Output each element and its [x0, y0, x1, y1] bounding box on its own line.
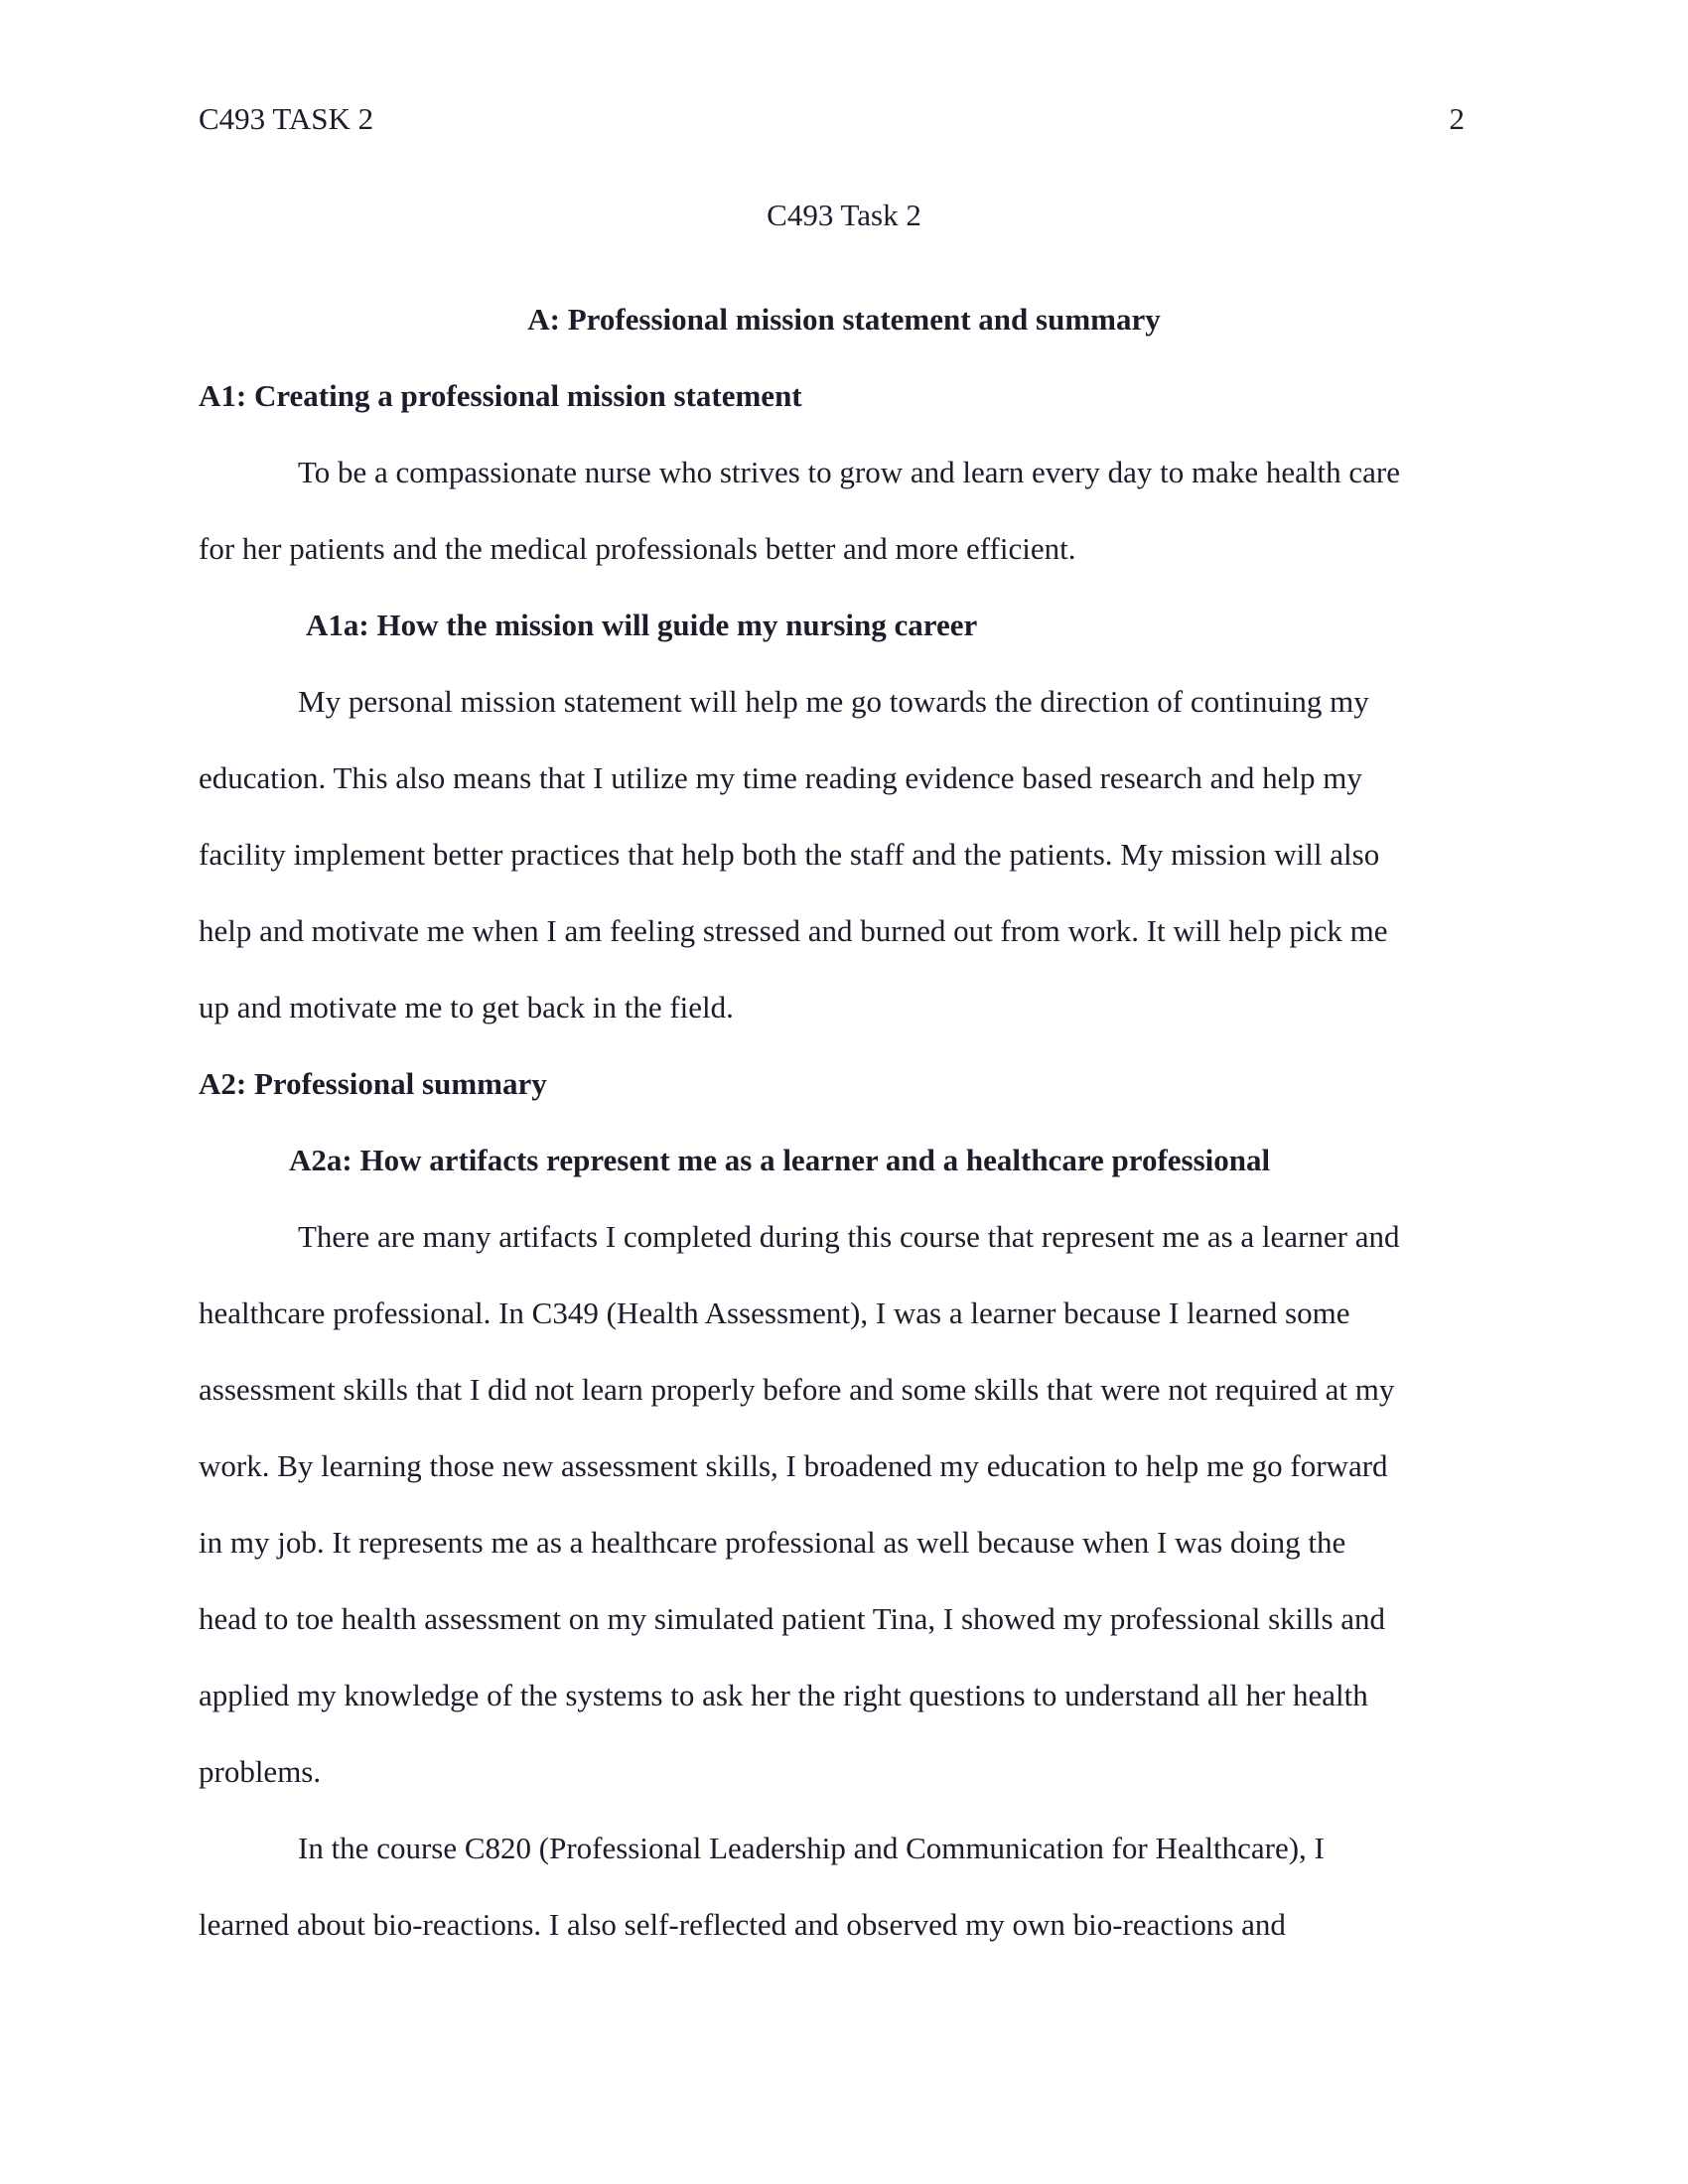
paragraph-line: To be a compassionate nurse who strives to grow and learn every day to make health care	[298, 455, 1400, 489]
paragraph-line: In the course C820 (Professional Leadership and Communication for Healthcare), I	[298, 1831, 1325, 1865]
paragraph-line: assessment skills that I did not learn properly before and some skills that were not required at my	[199, 1372, 1395, 1407]
paragraph-line: help and motivate me when I am feeling stressed and burned out from work. It will help pick me	[199, 913, 1388, 948]
paragraph-line: There are many artifacts I completed during this course that represent me as a learner and	[298, 1219, 1400, 1254]
paragraph-line: healthcare professional. In C349 (Health Assessment), I was a learner because I learned some	[199, 1296, 1350, 1330]
paragraph-line: head to toe health assessment on my simulated patient Tina, I showed my professional skills and	[199, 1601, 1386, 1636]
paragraph-line: learned about bio-reactions. I also self-reflected and observed my own bio-reactions and	[199, 1907, 1286, 1942]
paragraph-line: in my job. It represents me as a healthcare professional as well because when I was doing the	[199, 1525, 1346, 1560]
heading-a2a: A2a: How artifacts represent me as a learner and a healthcare professional	[289, 1143, 1271, 1177]
paragraph-line: education. This also means that I utilize my time reading evidence based research and help my	[199, 760, 1362, 795]
paragraph-line: work. By learning those new assessment skills, I broadened my education to help me go forward	[199, 1448, 1388, 1483]
paragraph-line: applied my knowledge of the systems to ask her the right questions to understand all her health	[199, 1678, 1368, 1712]
running-head: C493 TASK 2	[199, 101, 374, 136]
paragraph-line: for her patients and the medical professionals better and more efficient.	[199, 531, 1076, 566]
heading-a2: A2: Professional summary	[199, 1066, 547, 1101]
heading-a1a: A1a: How the mission will guide my nursing career	[306, 608, 978, 642]
heading-a: A: Professional mission statement and summary	[527, 302, 1161, 337]
paragraph-line: My personal mission statement will help me go towards the direction of continuing my	[298, 684, 1369, 719]
paragraph-line: up and motivate me to get back in the field.	[199, 990, 734, 1024]
document-title: C493 Task 2	[767, 198, 921, 232]
page-number: 2	[1449, 101, 1465, 136]
paragraph-line: problems.	[199, 1754, 322, 1789]
heading-a1: A1: Creating a professional mission statement	[199, 378, 802, 413]
paragraph-line: facility implement better practices that help both the staff and the patients. My mission will also	[199, 837, 1380, 872]
